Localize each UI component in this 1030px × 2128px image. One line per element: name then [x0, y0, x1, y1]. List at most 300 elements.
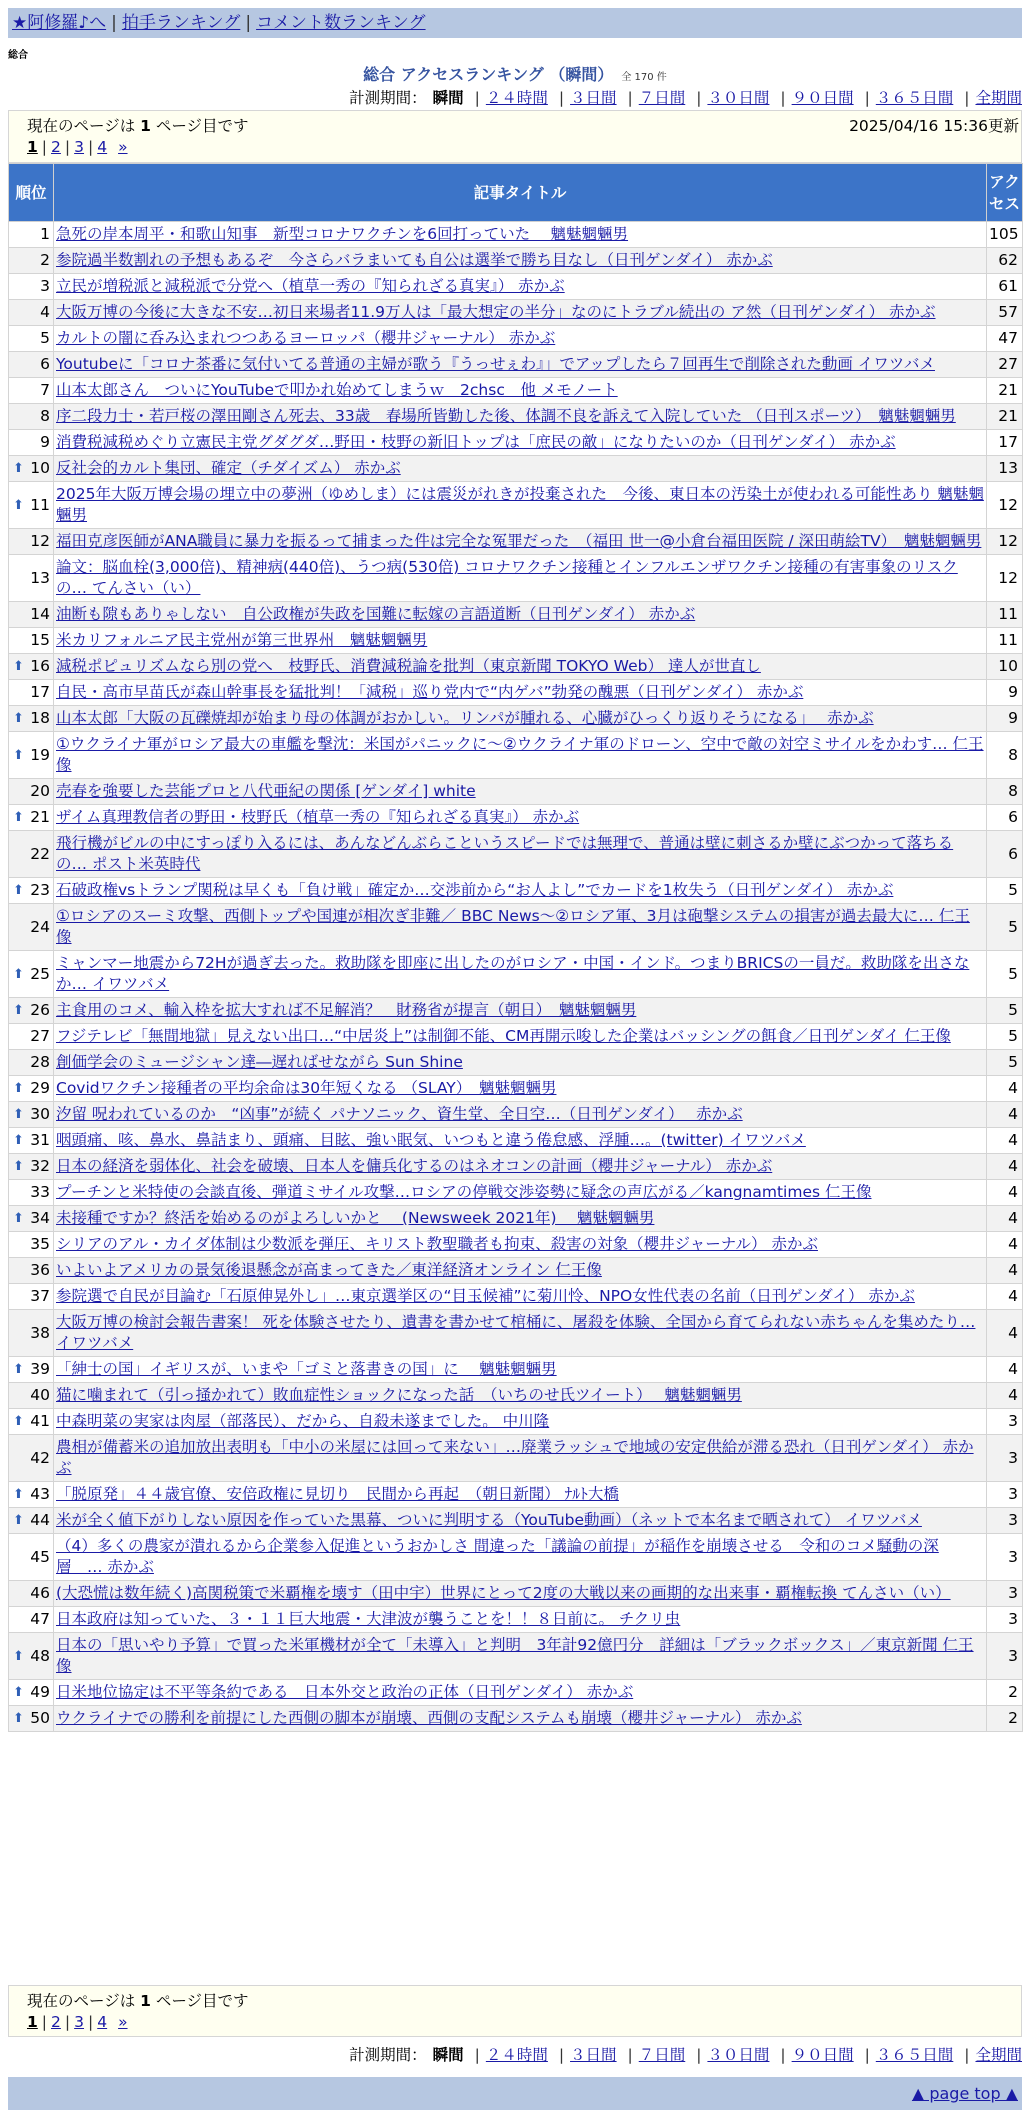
article-link[interactable]: 主食用のコメ、輸入枠を拡大すれば不足解消？ 財務省が提言（朝日） 魑魅魍魎男 — [56, 1001, 637, 1019]
rank-up-arrow-icon: ⬆ — [13, 1081, 24, 1096]
table-row — [9, 222, 1023, 248]
page-link-2[interactable]: 2 — [51, 2013, 61, 2031]
period-selector-top: 計測期間： 瞬間 | ２４時間 | ３日間 | ７日間 | ３０日間 | ９０日間 | ３６５日間 | 全期間 — [349, 89, 1022, 107]
access-count: 11 — [987, 628, 1023, 654]
access-count: 21 — [987, 378, 1023, 404]
rank-cell — [9, 1050, 54, 1076]
rank-up-arrow-icon: ⬆ — [13, 1362, 24, 1377]
title-cell — [54, 602, 987, 628]
rank-number: 9 — [40, 433, 50, 451]
footer-bar — [8, 2077, 1022, 2110]
table-row — [9, 831, 1023, 878]
access-count: 6 — [987, 805, 1023, 831]
period-all[interactable]: 全期間 — [975, 2046, 1022, 2064]
rank-number: 37 — [30, 1287, 50, 1305]
title-cell — [54, 1706, 987, 1732]
title-cell — [54, 529, 987, 555]
rank-cell — [9, 352, 54, 378]
rank-number: 39 — [30, 1360, 50, 1378]
ranking-table — [8, 163, 1023, 1732]
rank-cell — [9, 555, 54, 602]
rank-number: 11 — [30, 495, 50, 514]
article-link[interactable]: 山本太郎さん ついにYouTubeで叩かれ始めてしまうｗ 2chsc 他 メモノート — [56, 381, 618, 399]
article-link[interactable]: 2025年大阪万博会場の埋立中の夢洲（ゆめしま）には震災がれきが投棄された 今後、東日本の汚染土が使われる可能性あり 魑魅魍魎男 — [56, 485, 984, 524]
table-row — [9, 998, 1023, 1024]
rank-up-arrow-icon: ⬆ — [13, 1685, 24, 1700]
title-cell — [54, 1534, 987, 1581]
access-count: 4 — [987, 1076, 1023, 1102]
rank-cell — [9, 1482, 54, 1508]
title-cell — [54, 1154, 987, 1180]
rank-cell — [9, 1232, 54, 1258]
rank-up-arrow-icon: ⬆ — [13, 461, 24, 476]
nav-link-asyura[interactable]: ★阿修羅♪へ — [12, 13, 107, 33]
title-cell — [54, 1581, 987, 1607]
table-row — [9, 274, 1023, 300]
table-row — [9, 300, 1023, 326]
access-count: 9 — [987, 706, 1023, 732]
article-link[interactable]: 農相が備蓄米の追加放出表明も「中小の米屋には回って来ない」…廃業ラッシュで地域の安定供給が滞る恐れ（日刊ゲンダイ） 赤かぶ — [56, 1438, 974, 1477]
rank-cell — [9, 300, 54, 326]
rank-number: 19 — [30, 745, 50, 764]
table-row — [9, 1409, 1023, 1435]
page-link-1[interactable]: 1 — [27, 138, 38, 156]
rank-cell — [9, 404, 54, 430]
rank-cell — [9, 1435, 54, 1482]
rank-up-arrow-icon: ⬆ — [13, 747, 24, 763]
rank-number: 45 — [30, 1547, 50, 1566]
table-row — [9, 1508, 1023, 1534]
table-row — [9, 1102, 1023, 1128]
article-link[interactable]: プーチンと米特使の会談直後、弾道ミサイル攻撃…ロシアの停戦交渉姿勢に疑念の声広がる／kangnamtimes 仁王像 — [56, 1183, 872, 1201]
table-row — [9, 1534, 1023, 1581]
access-count: 3 — [987, 1633, 1023, 1680]
rank-number: 40 — [30, 1386, 50, 1404]
pagination-bottom: 1 | 2 | 3 | 4 » — [27, 2013, 128, 2031]
count-header: アクセス — [987, 164, 1023, 222]
rank-header: 順位 — [9, 164, 54, 222]
title-cell — [54, 248, 987, 274]
table-row — [9, 555, 1023, 602]
period-3d[interactable]: ３日間 — [570, 2046, 617, 2064]
rank-cell — [9, 1633, 54, 1680]
access-count: 8 — [987, 779, 1023, 805]
rank-cell — [9, 222, 54, 248]
title-cell — [54, 998, 987, 1024]
access-count: 9 — [987, 680, 1023, 706]
article-link[interactable]: 立民が増税派と減税派で分党へ（植草一秀の『知られざる真実』） 赤かぶ — [56, 277, 565, 295]
access-count: 61 — [987, 274, 1023, 300]
table-row — [9, 1706, 1023, 1732]
rank-cell — [9, 1680, 54, 1706]
table-row — [9, 1482, 1023, 1508]
article-link[interactable]: (大恐慌は数年続く)高関税策で米覇権を壊す（田中宇）世界にとって2度の大戦以来の画期的な出来事・覇権転換 てんさい（い） — [56, 1584, 951, 1602]
rank-cell — [9, 1409, 54, 1435]
category-label: 総合 — [8, 50, 28, 61]
rank-number: 8 — [40, 407, 50, 425]
rank-cell — [9, 1206, 54, 1232]
period-24h[interactable]: ２４時間 — [485, 2046, 548, 2064]
article-link[interactable]: 咽頭痛、咳、鼻水、鼻詰まり、頭痛、目眩、強い眠気、いつもと違う倦怠感、浮腫…。(twitter) イワツバメ — [56, 1131, 806, 1149]
rank-number: 50 — [30, 1709, 50, 1727]
title-cell — [54, 1435, 987, 1482]
article-link[interactable]: ①ロシアのスーミ攻撃、西側トップや国連が相次ぎ非難／ BBC News〜②ロシア軍、3月は砲撃システムの損害が過去最大に… 仁王像 — [56, 907, 970, 946]
title-cell — [54, 1258, 987, 1284]
title-cell — [54, 1232, 987, 1258]
page-link-4[interactable]: 4 — [97, 138, 108, 156]
period-selector-bottom: 計測期間： 瞬間 | ２４時間 | ３日間 | ７日間 | ３０日間 | ９０日間 | ３６５日間 | 全期間 — [349, 2046, 1022, 2064]
rank-number: 46 — [30, 1584, 50, 1602]
title-cell — [54, 378, 987, 404]
rank-number: 6 — [40, 355, 50, 373]
access-count: 4 — [987, 1154, 1023, 1180]
access-count: 105 — [987, 222, 1023, 248]
page-link-1[interactable]: 1 — [27, 2013, 38, 2031]
rank-cell — [9, 779, 54, 805]
rank-number: 29 — [30, 1079, 50, 1097]
access-count: 4 — [987, 1180, 1023, 1206]
article-link[interactable]: 福田克彦医師がANA職員に暴力を振るって捕まった件は完全な冤罪だった （福田 世一@小倉台福田医院 / 深田萌絵TV） 魑魅魍魎男 — [56, 532, 982, 550]
table-row — [9, 779, 1023, 805]
page-link-4[interactable]: 4 — [97, 2013, 108, 2031]
rank-cell — [9, 274, 54, 300]
rank-cell — [9, 430, 54, 456]
title-cell — [54, 1607, 987, 1633]
nav-link-clap-ranking[interactable]: 拍手ランキング — [121, 13, 241, 33]
rank-number: 18 — [30, 709, 50, 727]
title-cell — [54, 456, 987, 482]
table-row — [9, 951, 1023, 998]
rank-number: 42 — [30, 1448, 50, 1467]
period-all[interactable]: 全期間 — [975, 89, 1022, 107]
page-info-bottom — [8, 1985, 1022, 2037]
article-link[interactable]: フジテレビ「無間地獄」見えない出口…“中居炎上”は制御不能、CM再開示唆した企業はバッシングの餌食／日刊ゲンダイ 仁王像 — [56, 1027, 951, 1045]
table-row — [9, 1024, 1023, 1050]
rank-cell — [9, 1357, 54, 1383]
rank-cell — [9, 529, 54, 555]
article-link[interactable]: 論文：脳血栓(3,000倍)、精神病(440倍)、うつ病(530倍) コロナワクチン接種とインフルエンザワクチン接種の有害事象のリスクの… てんさい（い） — [56, 558, 958, 597]
title-header: 記事タイトル — [54, 164, 987, 222]
title-cell — [54, 680, 987, 706]
rank-cell — [9, 378, 54, 404]
next-page-link[interactable]: » — [118, 138, 128, 156]
rank-number: 20 — [30, 782, 50, 800]
article-link[interactable]: 猫に噛まれて（引っ掻かれて）敗血症性ショックになった話 （いちのせ氏ツイート） 魑魅魍魎男 — [56, 1386, 742, 1404]
table-row — [9, 1581, 1023, 1607]
rank-number: 44 — [30, 1511, 50, 1529]
access-count: 2 — [987, 1706, 1023, 1732]
title-cell — [54, 1076, 987, 1102]
rank-number: 21 — [30, 808, 50, 826]
access-count: 12 — [987, 555, 1023, 602]
access-count: 3 — [987, 1435, 1023, 1482]
article-link[interactable]: 中森明菜の実家は肉屋（部落民）、だから、自殺未遂までした。 中川隆 — [56, 1412, 550, 1430]
title-cell — [54, 1284, 987, 1310]
rank-up-arrow-icon: ⬆ — [13, 711, 24, 726]
rank-cell — [9, 482, 54, 529]
table-row — [9, 1680, 1023, 1706]
rank-number: 3 — [40, 277, 50, 295]
rank-cell — [9, 1508, 54, 1534]
table-row — [9, 1435, 1023, 1482]
title-cell — [54, 779, 987, 805]
table-row — [9, 654, 1023, 680]
rank-cell — [9, 1310, 54, 1357]
rank-cell — [9, 1581, 54, 1607]
period-90d[interactable]: ９０日間 — [791, 89, 854, 107]
article-link[interactable]: 「脱原発」４４歳官僚、安倍政権に見切り 民間から再起 （朝日新聞） ﾅﾙﾄ大橋 — [56, 1485, 619, 1503]
table-row — [9, 706, 1023, 732]
article-link[interactable]: ミャンマー地震から72Hが過ぎ去った。救助隊を即座に出したのがロシア・中国・インド。つまりBRICSの一員だ。救助隊を出さなか… イワツバメ — [56, 954, 970, 993]
rank-cell — [9, 732, 54, 779]
rank-number: 15 — [30, 631, 50, 649]
title-cell — [54, 1409, 987, 1435]
article-link[interactable]: （4）多くの農家が潰れるから企業参入促進というおかしさ 間違った「議論の前提」が稲作を崩壊させる 令和のコメ騒動の深層 … 赤かぶ — [56, 1537, 939, 1576]
period-24h[interactable]: ２４時間 — [485, 89, 548, 107]
title-cell — [54, 274, 987, 300]
title-cell — [54, 732, 987, 779]
rank-cell — [9, 951, 54, 998]
rank-cell — [9, 680, 54, 706]
access-count: 8 — [987, 732, 1023, 779]
title-cell — [54, 1482, 987, 1508]
rank-cell — [9, 998, 54, 1024]
table-row — [9, 430, 1023, 456]
period-7d[interactable]: ７日間 — [638, 89, 686, 107]
article-link[interactable]: 飛行機がビルの中にすっぽり入るには、あんなどんぶらこというスピードでは無理で、普通は壁に刺さるか壁にぶつかって落ちるの… ポスト米英時代 — [56, 834, 954, 873]
rank-up-arrow-icon: ⬆ — [13, 1414, 24, 1429]
period-90d[interactable]: ９０日間 — [791, 2046, 854, 2064]
rank-number: 16 — [30, 657, 50, 675]
nav-link-comment-ranking[interactable]: コメント数ランキング — [256, 13, 426, 33]
rank-number: 17 — [30, 683, 50, 701]
period-label: 計測期間： — [349, 2046, 427, 2064]
rank-up-arrow-icon: ⬆ — [13, 1513, 24, 1528]
article-link[interactable]: 大阪万博の検討会報告書案！ 死を体験させたり、遺書を書かせて棺桶に、屠殺を体験、全国から育てられない赤ちゃんを集めたり… イワツバメ — [56, 1313, 976, 1352]
title-cell — [54, 805, 987, 831]
article-link[interactable]: 序二段力士・若戸桜の澤田剛さん死去、33歳 春場所皆勤した後、体調不良を訴えて入院していた （日刊スポーツ） 魑魅魍魎男 — [56, 407, 956, 425]
rank-number: 1 — [40, 225, 50, 243]
access-count: 4 — [987, 1383, 1023, 1409]
table-row — [9, 404, 1023, 430]
article-link[interactable]: 参院選で自民が目論む「石原伸晃外し」…東京選挙区の“目玉候補”に菊川怜、NPO女性代表の名前（日刊ゲンダイ） 赤かぶ — [56, 1287, 915, 1305]
title-cell — [54, 1024, 987, 1050]
title-cell — [54, 1633, 987, 1680]
article-link[interactable]: 自民・高市早苗氏が森山幹事長を猛批判！「減税」巡り党内で“内ゲバ”勃発の醜悪（日刊ゲンダイ） 赤かぶ — [56, 683, 804, 701]
table-row — [9, 1258, 1023, 1284]
article-link[interactable]: ①ウクライナ軍がロシア最大の車艦を撃沈：米国がパニックに〜②ウクライナ軍のドローン、空中で敵の対空ミサイルをかわす… 仁王像 — [56, 735, 984, 774]
nav-separator: | — [111, 13, 117, 33]
rank-number: 33 — [30, 1183, 50, 1201]
period-label: 計測期間： — [349, 89, 427, 107]
article-link[interactable]: 日米地位協定は不平等条約である 日本外交と政治の正体（日刊ゲンダイ） 赤かぶ — [56, 1683, 634, 1701]
current-page-text: 現在のページは 1 ページ目です — [27, 117, 249, 135]
table-row — [9, 1633, 1023, 1680]
table-row — [9, 1154, 1023, 1180]
rank-number: 32 — [30, 1157, 50, 1175]
table-row — [9, 805, 1023, 831]
rank-cell — [9, 805, 54, 831]
period-7d[interactable]: ７日間 — [638, 2046, 686, 2064]
title-cell — [54, 222, 987, 248]
title-cell — [54, 1050, 987, 1076]
article-link[interactable]: 創価学会のミュージシャン達―遅ればせながら Sun Shine — [56, 1053, 463, 1071]
rank-cell — [9, 1128, 54, 1154]
article-link[interactable]: 山本太郎「大阪の瓦礫焼却が始まり母の体調がおかしい。リンパが腫れる、心臓がひっくり返りそうになる」 赤かぶ — [56, 709, 874, 727]
title-cell — [54, 300, 987, 326]
article-link[interactable]: 日本の経済を弱体化、社会を破壊、日本人を傭兵化するのはネオコンの計画（櫻井ジャーナル） 赤かぶ — [56, 1157, 773, 1175]
article-link[interactable]: 日本の「思いやり予算」で買った米軍機材が全て「未導入」と判明 3年計92億円分 詳細は「ブラックボックス」／東京新聞 仁王像 — [56, 1636, 974, 1675]
article-link[interactable]: 米が全く値下がりしない原因を作っていた黒幕、ついに判明する（YouTube動画）（ネットで本名まで晒されて） イワツバメ — [56, 1511, 922, 1529]
rank-cell — [9, 706, 54, 732]
rank-cell — [9, 1154, 54, 1180]
table-row — [9, 1180, 1023, 1206]
title-cell — [54, 1102, 987, 1128]
title-cell — [54, 878, 987, 904]
rank-cell — [9, 1284, 54, 1310]
title-cell — [54, 555, 987, 602]
access-count: 10 — [987, 654, 1023, 680]
rank-cell — [9, 1706, 54, 1732]
table-row — [9, 1128, 1023, 1154]
table-row — [9, 352, 1023, 378]
period-365d[interactable]: ３６５日間 — [875, 2046, 954, 2064]
rank-cell — [9, 1102, 54, 1128]
rank-cell — [9, 1534, 54, 1581]
rank-up-arrow-icon: ⬆ — [13, 810, 24, 825]
top-nav-bar — [8, 8, 1022, 38]
rank-number: 36 — [30, 1261, 50, 1279]
rank-cell — [9, 1076, 54, 1102]
access-count: 3 — [987, 1581, 1023, 1607]
table-row — [9, 1284, 1023, 1310]
rank-number: 48 — [30, 1646, 50, 1665]
access-count: 12 — [987, 529, 1023, 555]
period-365d[interactable]: ３６５日間 — [875, 89, 954, 107]
page-link-3[interactable]: 3 — [74, 138, 85, 156]
table-row — [9, 680, 1023, 706]
access-count: 3 — [987, 1607, 1023, 1633]
rank-number: 49 — [30, 1683, 50, 1701]
article-link[interactable]: 消費税減税めぐり立憲民主党グダグダ…野田・枝野の新旧トップは「庶民の敵」になりたいのか（日刊ゲンダイ） 赤かぶ — [56, 433, 896, 451]
access-count: 3 — [987, 1534, 1023, 1581]
title-cell — [54, 628, 987, 654]
article-link[interactable]: 油断も隙もありゃしない 自公政権が失政を国難に転嫁の言語道断（日刊ゲンダイ） 赤かぶ — [56, 605, 696, 623]
title-cell — [54, 1180, 987, 1206]
table-row — [9, 529, 1023, 555]
access-count: 5 — [987, 1024, 1023, 1050]
rank-number: 13 — [30, 568, 50, 587]
article-link[interactable]: 減税ポピュリズムなら別の党へ 枝野氏、消費減税論を批判（東京新聞 TOKYO Web） 達人が世直し — [56, 657, 761, 675]
rank-cell — [9, 602, 54, 628]
page-info-top — [8, 110, 1022, 163]
table-row — [9, 602, 1023, 628]
rank-number: 4 — [40, 303, 50, 321]
article-link[interactable]: 汐留 呪われているのか “凶事”が続く パナソニック、資生堂、全日空…（日刊ゲンダイ） 赤かぶ — [56, 1105, 743, 1123]
rank-up-arrow-icon: ⬆ — [13, 1648, 24, 1664]
article-link[interactable]: シリアのアル・カイダ体制は少数派を弾圧、キリスト教聖職者も拘束、殺害の対象（櫻井ジャーナル） 赤かぶ — [56, 1235, 818, 1253]
rank-number: 30 — [30, 1105, 50, 1123]
article-link[interactable]: Youtubeに「コロナ茶番に気付いてる普通の主婦が歌う『うっせぇわ』」でアップしたら７回再生で削除された動画 イワツバメ — [56, 355, 935, 373]
access-count: 5 — [987, 878, 1023, 904]
period-30d[interactable]: ３０日間 — [707, 89, 770, 107]
access-count: 13 — [987, 456, 1023, 482]
period-3d[interactable]: ３日間 — [570, 89, 617, 107]
rank-cell — [9, 1607, 54, 1633]
title-cell — [54, 1310, 987, 1357]
table-row — [9, 878, 1023, 904]
article-link[interactable]: 日本政府は知っていた、３・１１巨大地震・大津波が襲うことを！！８日前に。 チクリ虫 — [56, 1610, 681, 1628]
article-link[interactable]: カルトの闇に呑み込まれつつあるヨーロッパ（櫻井ジャーナル） 赤かぶ — [56, 329, 556, 347]
nav-separator: | — [245, 13, 252, 33]
article-link[interactable]: 反社会的カルト集団、確定（チダイズム） 赤かぶ — [56, 459, 401, 477]
table-row — [9, 248, 1023, 274]
rank-up-arrow-icon: ⬆ — [13, 659, 24, 674]
current-page-text-bottom: 現在のページは 1 ページ目です — [27, 1992, 249, 2010]
next-page-link[interactable]: » — [118, 2013, 128, 2031]
access-count: 11 — [987, 602, 1023, 628]
rank-up-arrow-icon: ⬆ — [13, 1487, 24, 1502]
access-count: 5 — [987, 1050, 1023, 1076]
article-link[interactable]: ザイム真理教信者の野田・枝野氏（植草一秀の『知られざる真実』） 赤かぶ — [56, 808, 580, 826]
article-link[interactable]: Covidワクチン接種者の平均余命は30年短くなる （SLAY） 魑魅魍魎男 — [56, 1079, 557, 1097]
title-cell — [54, 654, 987, 680]
title-cell — [54, 1508, 987, 1534]
rank-number: 47 — [30, 1610, 50, 1628]
page-top-link[interactable]: ▲ page top ▲ — [911, 2084, 1018, 2103]
access-count: 5 — [987, 904, 1023, 951]
page-link-2[interactable]: 2 — [51, 138, 61, 156]
rank-number: 34 — [30, 1209, 50, 1227]
table-row — [9, 482, 1023, 529]
article-link[interactable]: 「紳士の国」イギリスが、いまや「ゴミと落書きの国」に 魑魅魍魎男 — [56, 1360, 557, 1378]
rank-number: 43 — [30, 1485, 50, 1503]
rank-cell — [9, 456, 54, 482]
ranking-heading — [0, 62, 1030, 85]
rank-cell — [9, 1024, 54, 1050]
table-row — [9, 732, 1023, 779]
table-row — [9, 1357, 1023, 1383]
title-cell — [54, 1383, 987, 1409]
access-count: 4 — [987, 1206, 1023, 1232]
article-link[interactable]: 石破政権vsトランプ関税は早くも「負け戦」確定か…交渉前から“お人よし”でカードを1枚失う（日刊ゲンダイ） 赤かぶ — [56, 881, 894, 899]
rank-number: 35 — [30, 1235, 50, 1253]
article-link[interactable]: 米カリフォルニア民主党州が第三世界州 魑魅魍魎男 — [56, 631, 428, 649]
rank-number: 26 — [30, 1001, 50, 1019]
article-link[interactable]: 未接種ですか？終活を始めるのがよろしいかと (Newsweek 2021年) 魑魅魍魎男 — [56, 1209, 655, 1227]
period-30d[interactable]: ３０日間 — [707, 2046, 770, 2064]
page-link-3[interactable]: 3 — [74, 2013, 85, 2031]
rank-cell — [9, 831, 54, 878]
rank-cell — [9, 248, 54, 274]
rank-number: 22 — [30, 844, 50, 863]
article-link[interactable]: 参院過半数割れの予想もあるぞ 今さらバラまいても自公は選挙で勝ち目なし（日刊ゲンダイ） 赤かぶ — [56, 251, 773, 269]
table-row — [9, 326, 1023, 352]
article-link[interactable]: 大阪万博の今後に大きな不安…初日来場者11.9万人は「最大想定の半分」なのにトラブル続出の ア然（日刊ゲンダイ） 赤かぶ — [56, 303, 936, 321]
title-cell — [54, 352, 987, 378]
article-link[interactable]: 売春を強要した芸能プロと八代亜紀の関係 [ゲンダイ] white — [56, 782, 476, 800]
access-count: 17 — [987, 430, 1023, 456]
article-link[interactable]: 急死の岸本周平・和歌山知事 新型コロナワクチンを6回打っていた 魑魅魍魎男 — [56, 225, 629, 243]
table-row — [9, 1383, 1023, 1409]
article-link[interactable]: いよいよアメリカの景気後退懸念が高まってきた／東洋経済オンライン 仁王像 — [56, 1261, 602, 1279]
table-row — [9, 378, 1023, 404]
title-cell — [54, 706, 987, 732]
article-link[interactable]: ウクライナでの勝利を前提にした西側の脚本が崩壊、西側の支配システムも崩壊（櫻井ジャーナル） 赤かぶ — [56, 1709, 802, 1727]
table-row — [9, 1050, 1023, 1076]
rank-number: 28 — [30, 1053, 50, 1071]
updated-timestamp: 2025/04/16 15:36更新 — [849, 117, 1019, 135]
